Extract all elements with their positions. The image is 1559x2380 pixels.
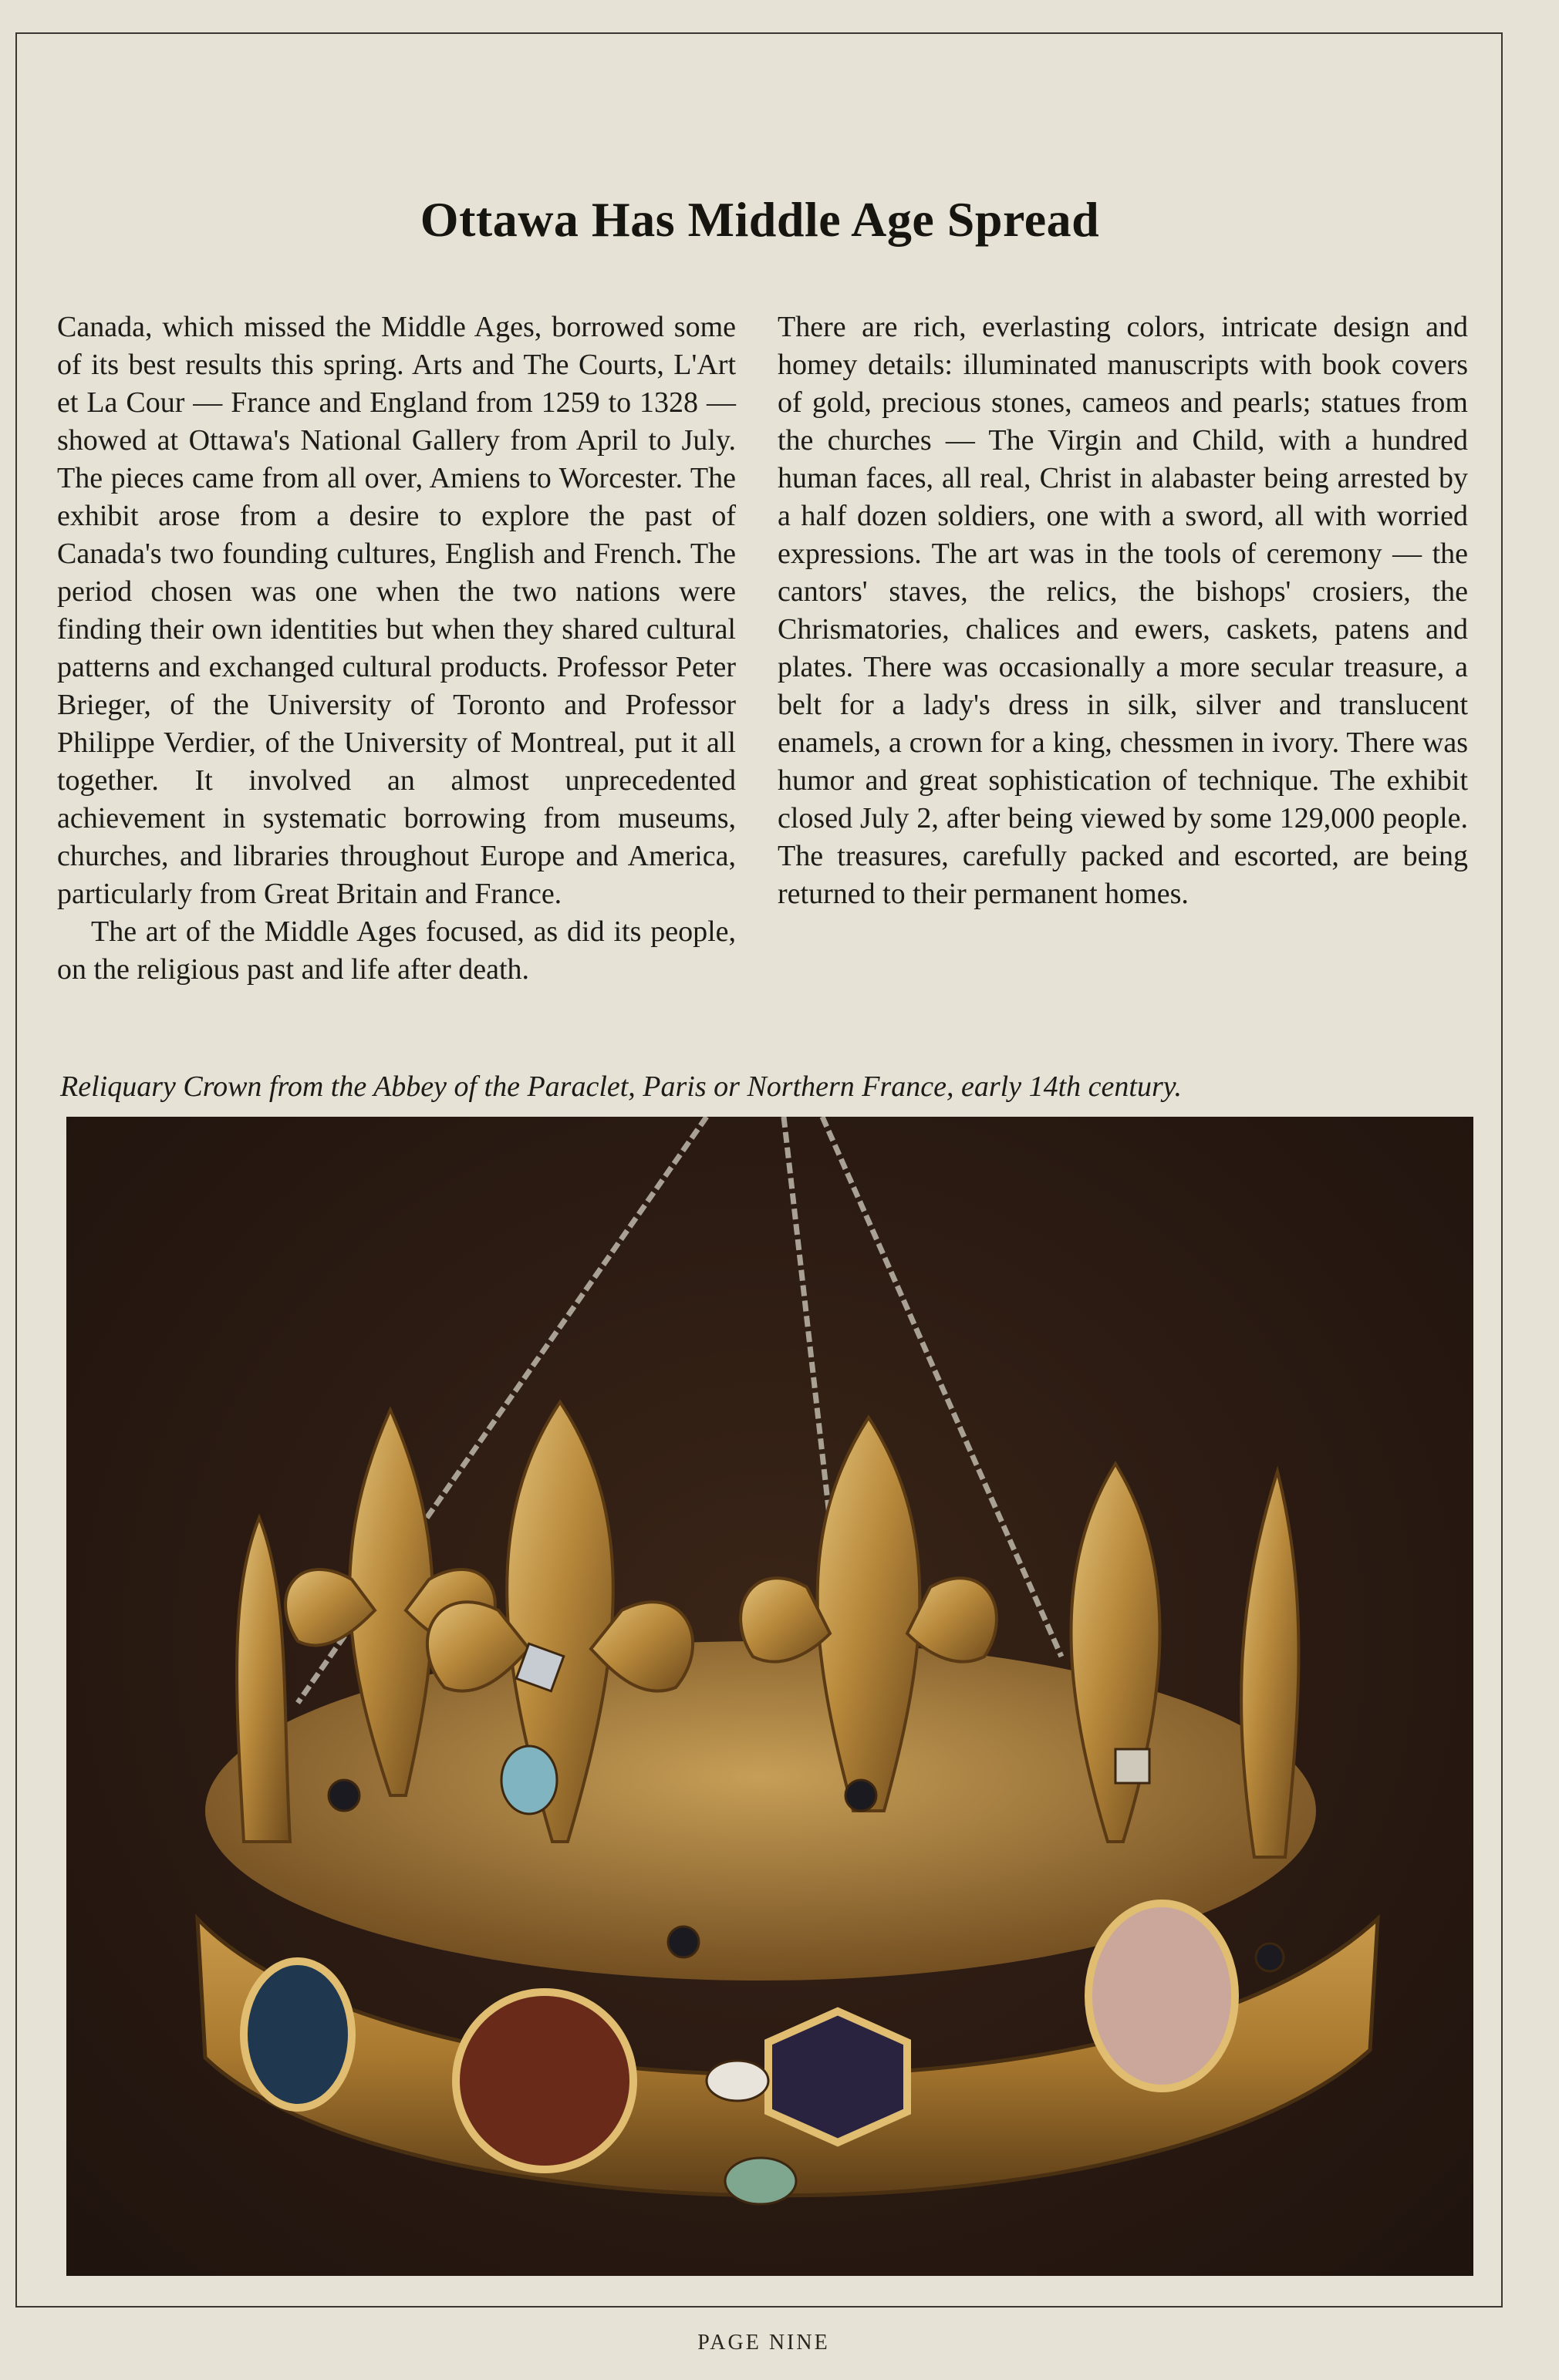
page-number: PAGE NINE xyxy=(697,2331,830,2355)
right-paragraph-1: There are rich, everlasting colors, intricate design and homey details: illuminated manuscripts with book covers of gold, precious stones, cameos and pearls; statues from the churches — The Virgin and Child, with a hundred human faces, all real, Christ in alabaster being arrested by a half dozen soldiers, one with a sword, all with worried expressions. The art was in the tools of ceremony — the cantors' staves, the relics, the bishops' crosiers, the Chrismatories, chalices and ewers, caskets, patens and plates. There was occasionally a more secular treasure, a belt for a lady's dress in silk, silver and translucent enamels, a crown for a king, chessmen in ivory. There was humor and great sophistication of technique. The exhibit closed July 2, after being viewed by some 129,000 people. The treasures, carefully packed and escorted, are being returned to their permanent homes. xyxy=(778,311,1468,910)
photo-caption: Reliquary Crown from the Abbey of the Paraclet, Paris or Northern France, early 14th century. xyxy=(60,1070,1183,1103)
left-paragraph-1: Canada, which missed the Middle Ages, borrowed some of its best results this spring. Arts and The Courts, L'Art et La Cour — France and England from 1259 to 1328 — showed at Ottawa's National Gallery from April to July. The pieces came from all over, Amiens to Worcester. The exhibit arose from a desire to explore the past of Canada's two founding cultures, English and French. The period chosen was one when the two nations were finding their own identities but when they shared cultural patterns and exchanged cultural products. Professor Peter Brieger, of the University of Toronto and Professor Philippe Verdier, of the University of Montreal, put it all together. It involved an almost unprecedented achievement in systematic borrowing from museums, churches, and libraries throughout Europe and America, particularly from Great Britain and France. xyxy=(57,311,736,910)
reliquary-crown-photo xyxy=(66,1117,1473,2276)
article-title: Ottawa Has Middle Age Spread xyxy=(420,192,1100,247)
right-column xyxy=(778,308,1468,913)
left-column xyxy=(57,308,736,989)
left-paragraph-2: The art of the Middle Ages focused, as did its people, on the religious past and life after death. xyxy=(57,915,736,986)
crown-illustration xyxy=(66,1117,1473,2276)
